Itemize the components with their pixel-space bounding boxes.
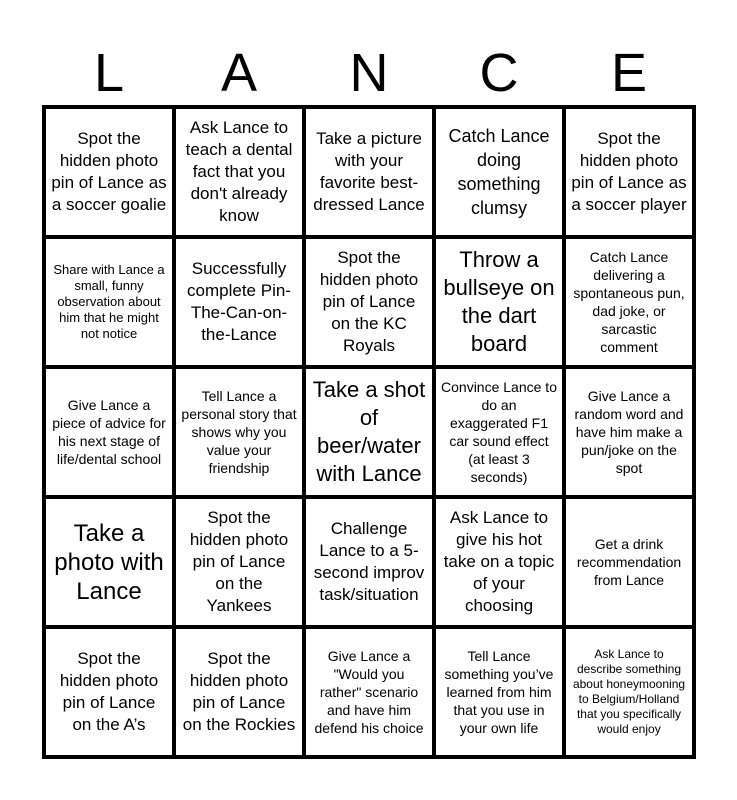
cell-text: Spot the hidden photo pin of Lance on the A’s <box>59 649 159 734</box>
cell-text: Catch Lance doing something clumsy <box>448 126 550 218</box>
cell-text: Tell Lance something you’ve learned from him that you use in your own life <box>444 648 554 736</box>
cell-text: Tell Lance a personal story that shows why you value your friendship <box>181 388 297 476</box>
bingo-cell[interactable] <box>564 237 694 367</box>
cell-text: Challenge Lance to a 5-second improv task/situation <box>313 519 425 604</box>
bingo-cell[interactable] <box>434 367 564 497</box>
bingo-cell[interactable] <box>434 627 564 757</box>
cell-text: Give Lance a "Would you rather" scenario and have him defend his choice <box>314 648 424 736</box>
bingo-cell[interactable] <box>564 627 694 757</box>
bingo-cell[interactable] <box>564 497 694 627</box>
cell-text: Spot the hidden photo pin of Lance on the Rockies <box>182 649 296 734</box>
header-letter-4: C <box>479 43 519 103</box>
bingo-cell[interactable] <box>174 237 304 367</box>
bingo-cell[interactable] <box>44 107 174 237</box>
bingo-cell[interactable] <box>304 497 434 627</box>
bingo-cell[interactable] <box>304 237 434 367</box>
cell-text: Spot the hidden photo pin of Lance on the KC Royals <box>319 248 419 355</box>
bingo-cell[interactable] <box>434 237 564 367</box>
bingo-cell[interactable] <box>304 367 434 497</box>
header-letter-1: L <box>93 43 125 103</box>
cell-text: Give Lance a piece of advice for his next stage of life/dental school <box>52 397 166 467</box>
bingo-cell[interactable] <box>174 497 304 627</box>
header-letter-5: E <box>610 43 648 103</box>
cell-text: Ask Lance to teach a dental fact that you don't already know <box>185 118 293 225</box>
cell-text: Catch Lance delivering a spontaneous pun, dad joke, or sarcastic comment <box>573 249 685 355</box>
bingo-header <box>44 40 694 106</box>
cell-text: Take a photo with Lance <box>54 519 164 605</box>
cell-text: Throw a bullseye on the dart board <box>443 247 555 356</box>
cell-text: Spot the hidden photo pin of Lance as a soccer player <box>571 129 687 214</box>
bingo-cell[interactable] <box>44 627 174 757</box>
header-letter-3: N <box>349 43 389 103</box>
cell-text: Ask Lance to give his hot take on a topic of your choosing <box>443 508 555 615</box>
cell-text: Take a picture with your favorite best-dressed Lance <box>313 129 425 214</box>
cell-text: Get a drink recommendation from Lance <box>576 536 682 588</box>
bingo-cell[interactable] <box>174 107 304 237</box>
cell-text: Spot the hidden photo pin of Lance on the Yankees <box>189 508 289 615</box>
cell-text: Ask Lance to describe something about honeymooning to Belgium/Holland that you specifically would enjoy <box>572 647 686 736</box>
bingo-cell[interactable] <box>304 107 434 237</box>
bingo-cell[interactable] <box>434 107 564 237</box>
bingo-cell[interactable] <box>174 367 304 497</box>
bingo-cell[interactable] <box>174 627 304 757</box>
cell-text: Successfully complete Pin-The-Can-on-the-Lance <box>187 259 291 344</box>
cell-text: Share with Lance a small, funny observation about him that he might not notice <box>53 262 165 341</box>
bingo-grid <box>42 105 696 759</box>
bingo-cell[interactable] <box>44 237 174 367</box>
cell-text: Give Lance a random word and have him make a pun/joke on the spot <box>574 388 684 476</box>
bingo-cell[interactable] <box>304 627 434 757</box>
cell-text: Take a shot of beer/water with Lance <box>312 377 426 486</box>
bingo-cell[interactable] <box>434 497 564 627</box>
bingo-cell[interactable] <box>564 367 694 497</box>
bingo-cell[interactable] <box>564 107 694 237</box>
header-letter-2: A <box>220 43 258 103</box>
cell-text: Convince Lance to do an exaggerated F1 car sound effect (at least 3 seconds) <box>441 379 557 485</box>
bingo-cell[interactable] <box>44 367 174 497</box>
bingo-cell[interactable] <box>44 497 174 627</box>
cell-text: Spot the hidden photo pin of Lance as a soccer goalie <box>51 129 167 214</box>
